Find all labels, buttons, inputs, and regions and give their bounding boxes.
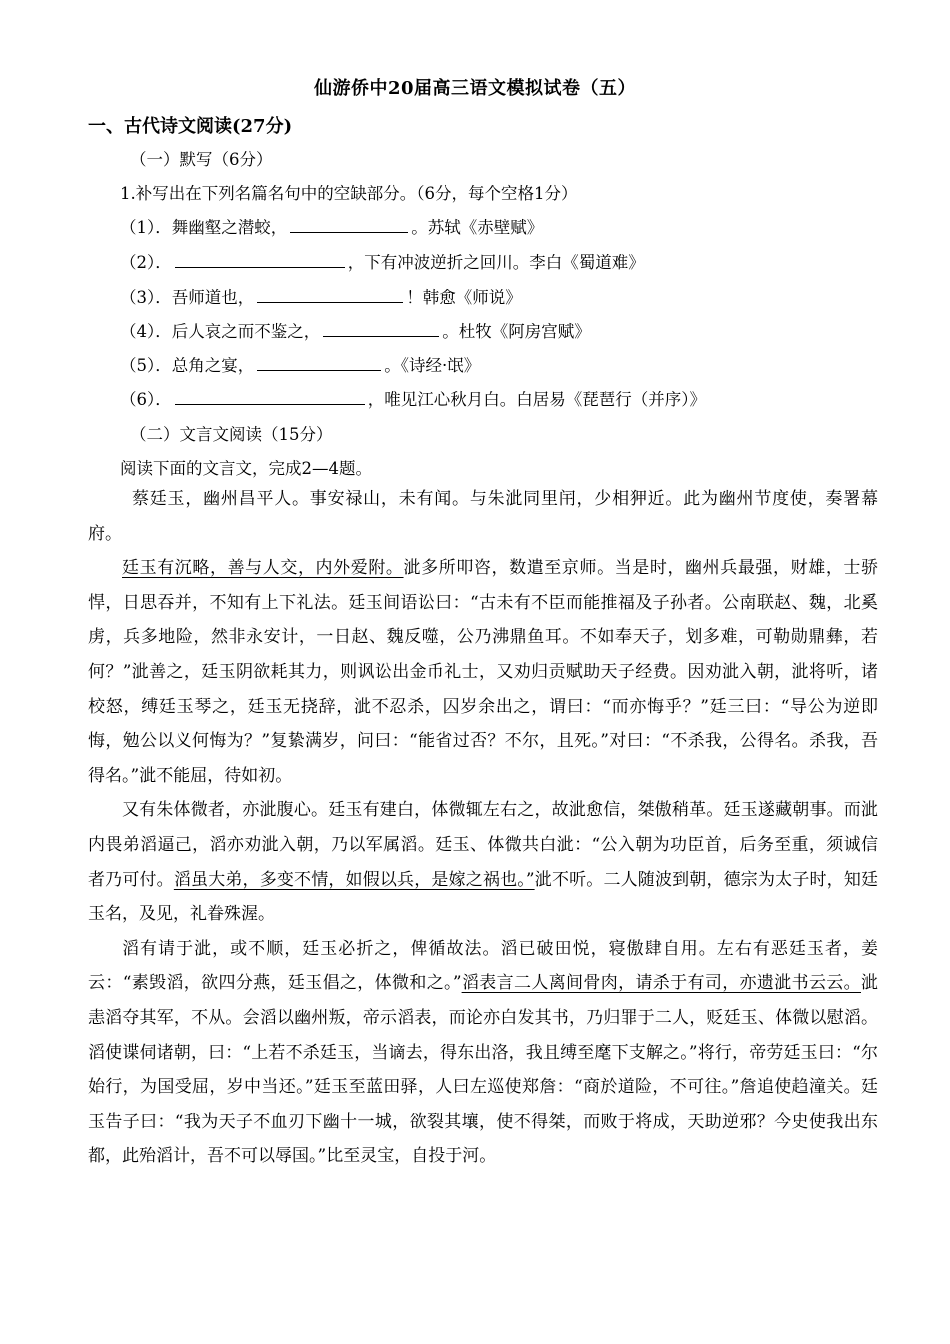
- section-heading-ancient-poetry: 一、古代诗文阅读(27分): [88, 116, 293, 137]
- passage-text: 泚多所叩咨，数遣至京师。当是时，幽州兵最强，财雄，士骄悍，日思吞并，不知有上下礼法。廷玉间语讼曰：“古未有不臣而能推福及子孙者。公南联赵、魏，北奚虏，兵多地险，然非永安计，一日赵、魏反噬，公乃沸鼎鱼耳。不如奉天子，划多难，可勒勋鼎彝，若何？”泚善之，廷玉阴欲耗其力，则讽讼出金币礼士，又劝归贡赋助天子经费。因劝泚入朝，泚将听，诸校怒，缚廷玉琴之，廷玉无挠辞，泚不忍杀，囚岁余出之，谓曰：“而亦悔乎？”廷三曰：“导公为逆即悔，勉公以义何悔为？”复絷满岁，问曰：“能省过否？不尔，且死。”对曰：“不杀我，公得名。杀我，吾得名。”泚不能屈，待如初。: [88, 558, 879, 786]
- answer-blank[interactable]: [323, 322, 439, 337]
- passage-text: 泚不听。二人随波到朝，德宗为太子时，知廷玉名，及见，礼眷殊渥。: [88, 869, 878, 925]
- fill-item: [120, 214, 543, 238]
- fill-item-before: 后人哀之而不鉴之，: [171, 322, 321, 341]
- passage-paragraph: [88, 482, 878, 551]
- passage-paragraph: [88, 551, 878, 793]
- passage-paragraph: [88, 932, 878, 1174]
- subsection-classical-reading: （二）文言文阅读（15分）: [130, 425, 333, 444]
- fill-item: [120, 386, 706, 410]
- fill-item-after: ，唯见江心秋月白。白居易《琵琶行（并序）》: [367, 390, 706, 409]
- fill-item-after: ，下有冲波逆折之回川。李白《蜀道难》: [347, 253, 645, 272]
- subsection-dictation: （一）默写（6分）: [130, 150, 273, 169]
- answer-blank[interactable]: [175, 390, 365, 405]
- fill-item-number: （1）．: [120, 218, 172, 237]
- fill-item-number: （6）．: [120, 390, 172, 409]
- fill-item-before: 舞幽壑之潜蛟，: [171, 218, 288, 237]
- passage-text: 又有朱体微者，亦泚腹心。廷玉有建白，体微辄左右之，故泚愈信，桀傲稍革。廷玉遂藏朝事。而泚内畏弟滔逼己，滔亦劝泚入朝，乃以军属滔。廷玉、体微共白泚：“公入朝为功臣首，后务至重，须诚信者乃可付。: [88, 800, 878, 890]
- passage-text: 泚恚滔夺其军，不从。会滔以幽州叛，帝示滔表，而论亦白发其书，乃归罪于二人，贬廷玉、体微以慰滔。滔使谍伺诸朝，曰：“上若不杀廷玉，当谪去，得东出洛，我且缚至麾下支解之。”将行，帝劳廷玉曰：“尔始行，为国受屈，岁中当还。”廷玉至蓝田驿，人曰左巡使郑詹：“商於道险，不可往。”詹追使趋潼关。廷玉告子曰：“我为天子不血刃下幽十一城，欲裂其壤，使不得桀，而败于将成，天助逆邪？今史使我出东都，此殆滔计，吾不可以辱国。”比至灵宝，自投于河。: [88, 973, 878, 1167]
- passage-text: 蔡廷玉，幽州昌平人。事安禄山，未有闻。与朱泚同里闬，少相狎近。此为幽州节度使，奏署幕府。: [88, 489, 878, 544]
- fill-item-after: 。《诗经·氓》: [384, 356, 481, 375]
- reading-instruction: 阅读下面的文言文，完成2—4题。: [120, 459, 372, 478]
- underlined-sentence: 滔表言二人离间骨肉，请杀于有司，亦遗泚书云云。: [461, 973, 861, 994]
- fill-item-before: 总角之宴，: [171, 356, 255, 375]
- fill-item-number: （3）．: [120, 288, 172, 307]
- fill-item-after: ！韩愈《师说》: [406, 288, 522, 307]
- answer-blank[interactable]: [175, 253, 345, 268]
- passage-text: 滔有请于泚，或不顺，廷玉必折之，俾循故法。滔已破田悦，寝傲肆自用。左右有恶廷玉者，姜云：“素毁滔，欲四分燕，廷玉倡之，体微和之。”: [88, 938, 878, 994]
- page-title: 仙游侨中20届高三语文模拟试卷（五）: [313, 78, 637, 99]
- classical-passage: [88, 482, 878, 1174]
- fill-item-number: （5）．: [120, 356, 172, 375]
- fill-item: [120, 284, 522, 308]
- underlined-sentence: 滔虽大弟，多变不情，如假以兵，是嫁之祸也。”: [173, 869, 535, 890]
- fill-item: [120, 318, 591, 342]
- answer-blank[interactable]: [257, 288, 403, 303]
- answer-blank[interactable]: [290, 218, 408, 233]
- fill-item-number: （2）．: [120, 253, 172, 272]
- question-1-prompt: 1.补写出在下列名篇名句中的空缺部分。（6分，每个空格1分）: [120, 184, 578, 203]
- fill-item: [120, 249, 645, 273]
- fill-item-number: （4）．: [120, 322, 172, 341]
- fill-item: [120, 352, 480, 376]
- underlined-sentence: 廷玉有沉略，善与人交，内外爱附。: [122, 558, 404, 579]
- fill-item-after: 。杜牧《阿房宫赋》: [442, 322, 591, 341]
- answer-blank[interactable]: [257, 356, 381, 371]
- passage-paragraph: [88, 793, 878, 931]
- fill-item-after: 。苏轼《赤壁赋》: [411, 218, 544, 237]
- fill-item-before: 吾师道也，: [171, 288, 255, 307]
